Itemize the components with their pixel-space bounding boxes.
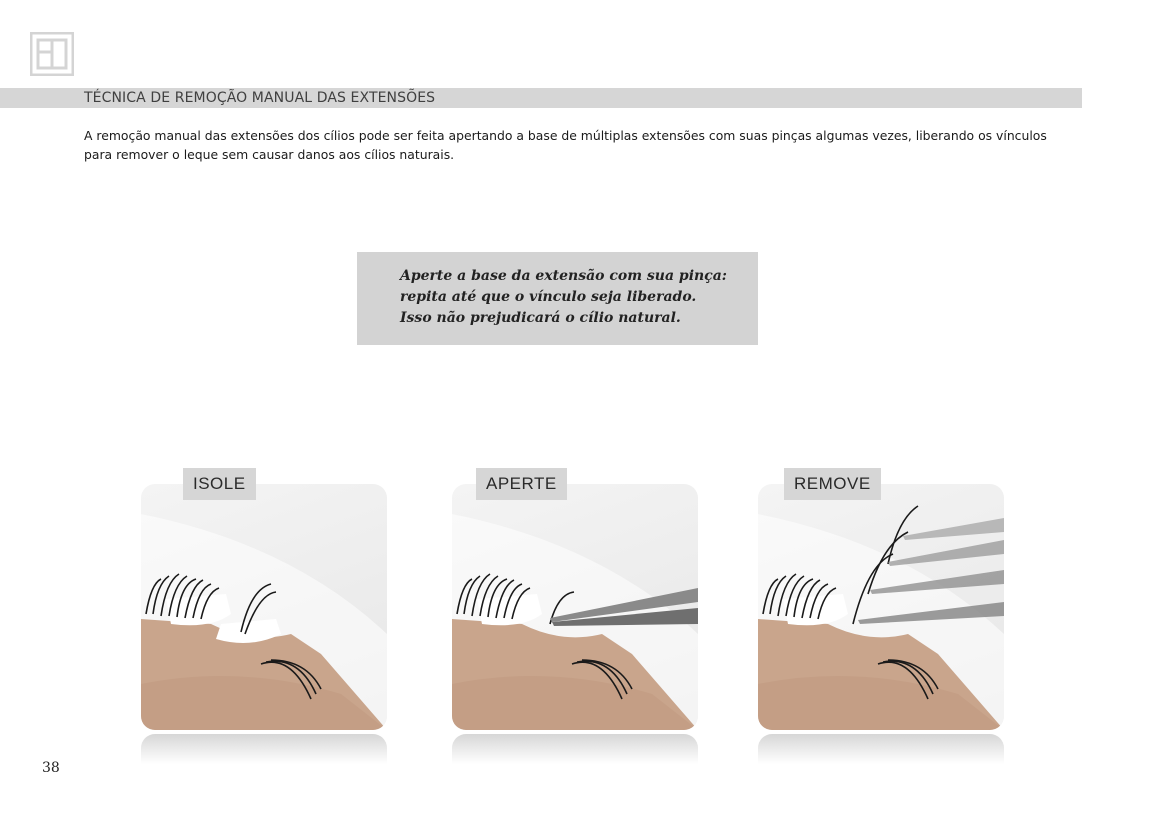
step-aperte <box>452 466 698 766</box>
page-title: TÉCNICA DE REMOÇÃO MANUAL DAS EXTENSÕES <box>84 90 436 106</box>
intro-paragraph: A remoção manual das extensões dos cílios pode ser feita apertando a base de múltiplas extensões com suas pinças algumas vezes, liberando os vínculos para remover o leque sem causar danos aos cílios naturais. <box>84 128 1047 162</box>
card-reflection <box>141 734 387 764</box>
note-line-2: repita até que o vínculo seja liberado. <box>400 289 697 305</box>
note-line-1: Aperte a base da extensão com sua pinça: <box>400 268 727 284</box>
logo-icon <box>30 32 74 76</box>
step-card <box>758 484 1004 730</box>
page-number: 38 <box>42 760 60 776</box>
squeeze-tweezer-illustration-icon <box>452 484 698 730</box>
note-line-3: Isso não prejudicará o cílio natural. <box>400 310 681 326</box>
step-card <box>141 484 387 730</box>
remove-fan-illustration-icon <box>758 484 1004 730</box>
step-isole <box>141 466 387 766</box>
step-card <box>452 484 698 730</box>
isolate-lash-illustration-icon <box>141 484 387 730</box>
step-remove <box>758 466 1004 766</box>
step-label: REMOVE <box>784 468 881 500</box>
card-reflection <box>452 734 698 764</box>
step-label: ISOLE <box>183 468 256 500</box>
step-label: APERTE <box>476 468 567 500</box>
card-reflection <box>758 734 1004 764</box>
